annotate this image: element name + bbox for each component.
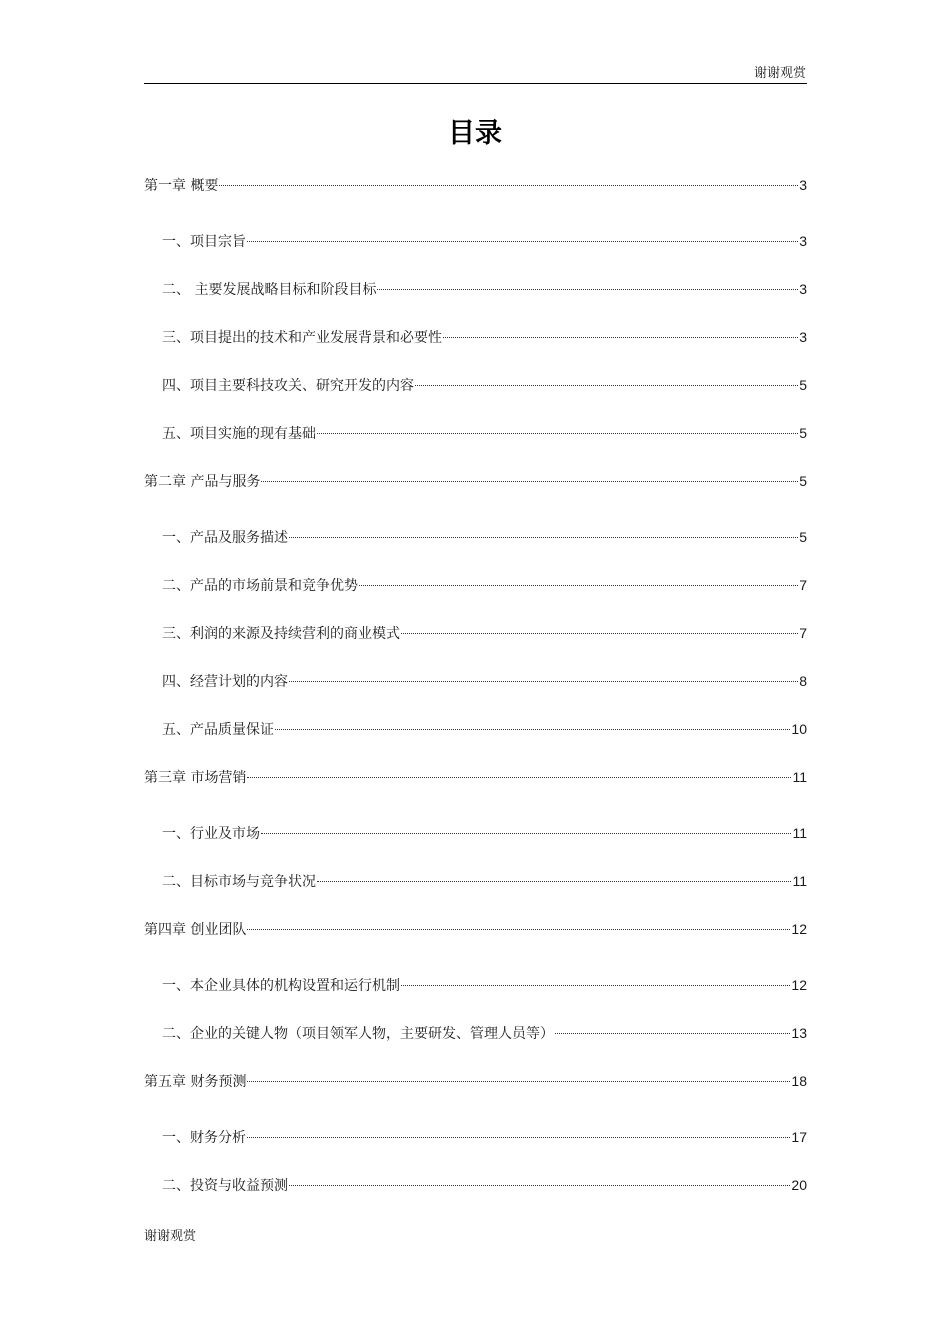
toc-chapter-2[interactable] xyxy=(144,471,807,492)
toc-section[interactable] xyxy=(162,975,807,996)
toc-entry-label: 一、行业及市场 xyxy=(162,826,260,842)
dot-leader xyxy=(443,337,798,338)
toc-entry-label: 第一章 概要 xyxy=(144,178,219,194)
dot-leader xyxy=(359,585,798,586)
toc-entry-page: 7 xyxy=(799,625,807,641)
toc-entry-page: 10 xyxy=(791,721,807,737)
toc-entry-page: 5 xyxy=(799,473,807,489)
toc-entry-page: 13 xyxy=(791,1025,807,1041)
toc-entry-label: 三、项目提出的技术和产业发展背景和必要性 xyxy=(162,330,442,346)
dot-leader xyxy=(555,1033,790,1034)
toc-entry-label: 一、产品及服务描述 xyxy=(162,530,288,546)
toc-section[interactable] xyxy=(162,423,807,444)
dot-leader xyxy=(289,1185,790,1186)
toc-entry-page: 3 xyxy=(799,177,807,193)
dot-leader xyxy=(247,241,798,242)
dot-leader xyxy=(401,985,790,986)
toc-entry-label: 一、本企业具体的机构设置和运行机制 xyxy=(162,978,400,994)
toc-section[interactable] xyxy=(162,527,807,548)
toc-entry-label: 二、产品的市场前景和竞争优势 xyxy=(162,578,358,594)
toc-entry-page: 3 xyxy=(799,281,807,297)
toc-entry-page: 8 xyxy=(799,673,807,689)
toc-entry-label: 第三章 市场营销 xyxy=(144,770,247,786)
toc-entry-page: 12 xyxy=(791,921,807,937)
dot-leader xyxy=(401,633,798,634)
toc-section[interactable] xyxy=(162,823,807,844)
dot-leader xyxy=(247,929,790,930)
toc-entry-label: 一、财务分析 xyxy=(162,1130,246,1146)
toc-entry-label: 二、 主要发展战略目标和阶段目标 xyxy=(162,282,377,298)
toc-section[interactable] xyxy=(162,1175,807,1196)
toc-section[interactable] xyxy=(162,327,807,348)
toc-entry-label: 五、项目实施的现有基础 xyxy=(162,426,316,442)
toc-entry-label: 四、经营计划的内容 xyxy=(162,674,288,690)
dot-leader xyxy=(289,537,798,538)
toc-section[interactable] xyxy=(162,231,807,252)
toc-entry-page: 20 xyxy=(791,1177,807,1193)
dot-leader xyxy=(247,1081,790,1082)
toc-section[interactable] xyxy=(162,1127,807,1148)
dot-leader xyxy=(275,729,790,730)
toc-entry-label: 第二章 产品与服务 xyxy=(144,474,261,490)
toc-entry-label: 一、项目宗旨 xyxy=(162,234,246,250)
toc-entry-page: 3 xyxy=(799,233,807,249)
page-header: 谢谢观赏 xyxy=(753,66,806,81)
toc-entry-page: 7 xyxy=(799,577,807,593)
dot-leader xyxy=(415,385,798,386)
dot-leader xyxy=(317,433,798,434)
toc-entry-label: 二、投资与收益预测 xyxy=(162,1178,288,1194)
dot-leader xyxy=(317,881,791,882)
toc-entry-label: 二、企业的关键人物（项目领军人物，主要研发、管理人员等） xyxy=(162,1026,554,1042)
toc-entry-page: 17 xyxy=(791,1129,807,1145)
page-footer: 谢谢观赏 xyxy=(144,1229,197,1244)
toc-section[interactable] xyxy=(162,279,807,300)
toc-entry-page: 18 xyxy=(791,1073,807,1089)
toc-chapter-1[interactable] xyxy=(144,175,807,196)
toc-entry-label: 二、目标市场与竞争状况 xyxy=(162,874,316,890)
toc-entry-page: 5 xyxy=(799,377,807,393)
toc-section[interactable] xyxy=(162,671,807,692)
page-title: 目录 xyxy=(448,118,502,149)
toc-section[interactable] xyxy=(162,719,807,740)
toc-entry-page: 11 xyxy=(792,873,807,889)
toc-entry-label: 第五章 财务预测 xyxy=(144,1074,247,1090)
dot-leader xyxy=(219,185,798,186)
toc-section[interactable] xyxy=(162,871,807,892)
toc-section[interactable] xyxy=(162,375,807,396)
dot-leader xyxy=(289,681,798,682)
toc-section[interactable] xyxy=(162,623,807,644)
toc-chapter-3[interactable] xyxy=(144,767,807,788)
toc-entry-page: 11 xyxy=(792,769,807,785)
toc-chapter-4[interactable] xyxy=(144,919,807,940)
dot-leader xyxy=(377,289,798,290)
dot-leader xyxy=(261,481,798,482)
toc-entry-page: 5 xyxy=(799,425,807,441)
dot-leader xyxy=(261,833,791,834)
toc-entry-label: 三、利润的来源及持续营利的商业模式 xyxy=(162,626,400,642)
toc-entry-page: 5 xyxy=(799,529,807,545)
toc-entry-page: 3 xyxy=(799,329,807,345)
toc-entry-page: 11 xyxy=(792,825,807,841)
toc-entry-label: 五、产品质量保证 xyxy=(162,722,274,738)
dot-leader xyxy=(247,1137,790,1138)
dot-leader xyxy=(247,777,791,778)
toc-section[interactable] xyxy=(162,575,807,596)
toc-entry-label: 第四章 创业团队 xyxy=(144,922,247,938)
header-divider xyxy=(144,83,807,84)
toc-entry-label: 四、项目主要科技攻关、研究开发的内容 xyxy=(162,378,414,394)
toc-entry-page: 12 xyxy=(791,977,807,993)
toc-chapter-5[interactable] xyxy=(144,1071,807,1092)
toc-section[interactable] xyxy=(162,1023,807,1044)
